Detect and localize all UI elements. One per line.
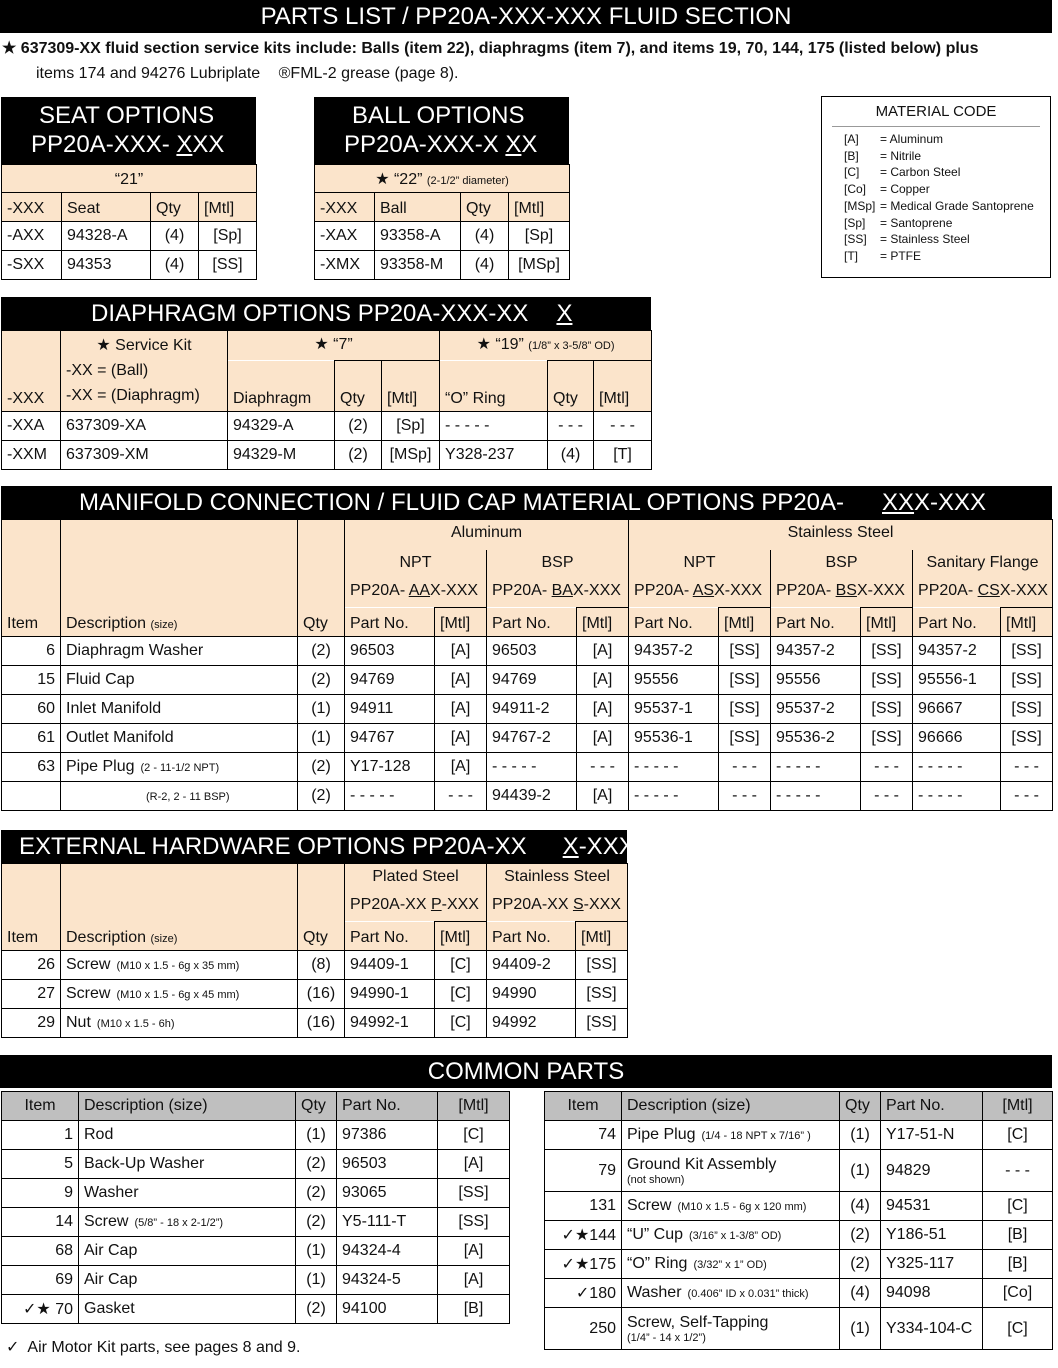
table-row: 15 Fluid Cap (2) 94769 [A] 94769 [A] 95556 [SS] 95556 [SS] 95556-1 [SS] xyxy=(2,666,1053,695)
material-row: [B] = Nitrile xyxy=(844,148,922,163)
kit-note-line-1: ★ 637309-XX fluid section service kits include: Balls (item 22), diaphragms (item 7), and items 19, 70, 144, 175 (listed below) plus xyxy=(2,40,979,57)
seat-options-table xyxy=(1,164,257,280)
table-header-row: Part No. [Mtl] Part No. [Mtl] Part No. [Mtl] Part No. [Mtl] Part No. [Mtl] xyxy=(2,608,1053,637)
kit-note-text: items 174 and 94276 Lubriplate xyxy=(36,65,261,82)
kit-note-grease: ®FML-2 grease (page 8). xyxy=(278,65,459,82)
table-row: -AXX 94328-A (4) [Sp] xyxy=(2,222,257,251)
material-row: [MSp] = Medical Grade Santoprene xyxy=(844,198,1034,213)
ball-options-header xyxy=(314,97,569,164)
material-code-title: MATERIAL CODE xyxy=(875,103,997,120)
table-row: 6 Diaphragm Washer (2) 96503 [A] 96503 [A] 94357-2 [SS] 94357-2 [SS] 94357-2 [SS] xyxy=(2,637,1053,666)
table-row: 26 Screw (M10 x 1.5 - 6g x 35 mm) (8) 94409-1 [C] 94409-2 [SS] xyxy=(2,951,628,980)
table-row: -XXA 637309-XA 94329-A (2) [Sp] - - - - - - - - - - - xyxy=(2,412,652,441)
table-row: 131 Screw (M10 x 1.5 - 6g x 120 mm) (4) 94531 [C] xyxy=(545,1192,1053,1221)
manifold-options-table xyxy=(1,519,1053,811)
material-code-box xyxy=(821,96,1051,278)
common-parts-left-table xyxy=(1,1091,510,1324)
ball-options-model: PP20A-XXX-X XX xyxy=(344,131,538,158)
seat-item-row: “21” xyxy=(2,165,257,193)
kit-note-line-2 xyxy=(36,65,459,83)
manifold-model-row: PP20A- AAX-XXX PP20A- BAX-XXX PP20A- ASX-XXX PP20A- BSX-XXX PP20A- CSX-XXX xyxy=(2,579,1053,608)
table-row: 5 Back-Up Washer (2) 96503 [A] xyxy=(2,1150,510,1179)
table-header-row: Diaphragm Qty [Mtl] “O” Ring Qty [Mtl] xyxy=(2,361,652,412)
common-parts-header: COMMON PARTS xyxy=(0,1055,1052,1088)
seat-options-title: SEAT OPTIONS xyxy=(39,102,215,129)
diaphragm-group-row: -XXX ★ Service Kit -XX = (Ball) -XX = (Diaphragm) ★ “7” ★ “19” (1/8” x 3-5/8” OD) xyxy=(2,331,652,361)
material-row: [A] = Aluminum xyxy=(844,132,944,146)
table-row: ✓180 Washer (0.406” ID x 0.031” thick) (4) 94098 [Co] xyxy=(545,1279,1053,1308)
air-motor-kit-footnote: ✓ Air Motor Kit parts, see pages 8 and 9. xyxy=(6,1339,301,1356)
hardware-options-header: EXTERNAL HARDWARE OPTIONS PP20A-XX X-XXX xyxy=(1,830,627,863)
table-row: -SXX 94353 (4) [SS] xyxy=(2,251,257,280)
ball-options-table xyxy=(314,164,570,280)
table-row: -XXM 637309-XM 94329-M (2) [MSp] Y328-237 (4) [T] xyxy=(2,441,652,470)
table-row: 79 Ground Kit Assembly (not shown) (1) 94829 - - - xyxy=(545,1150,1053,1192)
page-title: PARTS LIST / PP20A-XXX-XXX FLUID SECTION xyxy=(0,0,1052,33)
table-header-row: Part No. [Mtl] Part No. [Mtl] xyxy=(2,922,628,951)
ball-options-title: BALL OPTIONS xyxy=(352,102,525,129)
table-header-row: Item Description (size) Qty Part No. [Mtl] xyxy=(2,1092,510,1121)
ball-item-row: ★ “22” (2-1/2” diameter) xyxy=(315,165,570,193)
table-row: 14 Screw (5/8” - 18 x 2-1/2”) (2) Y5-111-T [SS] xyxy=(2,1208,510,1237)
table-row: ✓★144 “U” Cup (3/16” x 1-3/8” OD) (2) Y186-51 [B] xyxy=(545,1221,1053,1250)
table-row: (R-2, 2 - 11 BSP) (2) - - - - - - - - 94439-2 [A] - - - - - - - - - - - - - - - - - - - - - - - - xyxy=(2,782,1053,811)
table-row: 29 Nut (M10 x 1.5 - 6h) (16) 94992-1 [C] 94992 [SS] xyxy=(2,1009,628,1038)
material-row: [SS] = Stainless Steel xyxy=(844,232,970,247)
diaphragm-options-header: DIAPHRAGM OPTIONS PP20A-XXX-XX X xyxy=(1,297,651,330)
seat-options-header xyxy=(1,97,256,164)
material-row: [T] = PTFE xyxy=(844,248,922,263)
table-row: 250 Screw, Self-Tapping (1/4” - 14 x 1/2”) (1) Y334-104-C [C] xyxy=(545,1308,1053,1350)
material-row: [Co] = Copper xyxy=(844,182,930,197)
hardware-group-row: Item Description (size) Qty Plated Steel Stainless Steel xyxy=(2,864,628,893)
table-row: 61 Outlet Manifold (1) 94767 [A] 94767-2 [A] 95536-1 [SS] 95536-2 [SS] 96666 [SS] xyxy=(2,724,1053,753)
table-row: ✓★175 “O” Ring (3/32” x 1” OD) (2) Y325-117 [B] xyxy=(545,1250,1053,1279)
seat-options-model: PP20A-XXX- XXX xyxy=(31,131,225,158)
table-row: ✓★ 70 Gasket (2) 94100 [B] xyxy=(2,1295,510,1324)
table-row: 1 Rod (1) 97386 [C] xyxy=(2,1121,510,1150)
table-row: 27 Screw (M10 x 1.5 - 6g x 45 mm) (16) 94990-1 [C] 94990 [SS] xyxy=(2,980,628,1009)
common-parts-right-table xyxy=(544,1091,1053,1350)
manifold-thread-row: NPT BSP NPT BSP Sanitary Flange xyxy=(2,550,1053,579)
table-row: -XMX 93358-M (4) [MSp] xyxy=(315,251,570,280)
table-row: 63 Pipe Plug (2 - 11-1/2 NPT) (2) Y17-128 [A] - - - - - - - - - - - - - - - - - - - - - - - - - - - - - - - - xyxy=(2,753,1053,782)
manifold-group-row: Item Description (size) Qty Aluminum Stainless Steel xyxy=(2,520,1053,550)
material-row: [C] = Carbon Steel xyxy=(844,165,961,180)
table-row: 68 Air Cap (1) 94324-4 [A] xyxy=(2,1237,510,1266)
table-row: 60 Inlet Manifold (1) 94911 [A] 94911-2 [A] 95537-1 [SS] 95537-2 [SS] 96667 [SS] xyxy=(2,695,1053,724)
table-row: 9 Washer (2) 93065 [SS] xyxy=(2,1179,510,1208)
table-header-row: Item Description (size) Qty Part No. [Mtl] xyxy=(545,1092,1053,1121)
manifold-options-header: MANIFOLD CONNECTION / FLUID CAP MATERIAL OPTIONS PP20A- XXX-XXX xyxy=(1,486,1052,519)
material-row: [Sp] = Santoprene xyxy=(844,215,953,230)
diaphragm-options-table xyxy=(1,330,652,470)
table-header-row: -XXX Ball Qty [Mtl] xyxy=(315,193,570,222)
table-header-row: -XXX Seat Qty [Mtl] xyxy=(2,193,257,222)
hardware-model-row: PP20A-XX P-XXX PP20A-XX S-XXX xyxy=(2,893,628,922)
table-row: 69 Air Cap (1) 94324-5 [A] xyxy=(2,1266,510,1295)
table-row: 74 Pipe Plug (1/4 - 18 NPT x 7/16” ) (1) Y17-51-N [C] xyxy=(545,1121,1053,1150)
hardware-options-table xyxy=(1,863,628,1038)
table-row: -XAX 93358-A (4) [Sp] xyxy=(315,222,570,251)
